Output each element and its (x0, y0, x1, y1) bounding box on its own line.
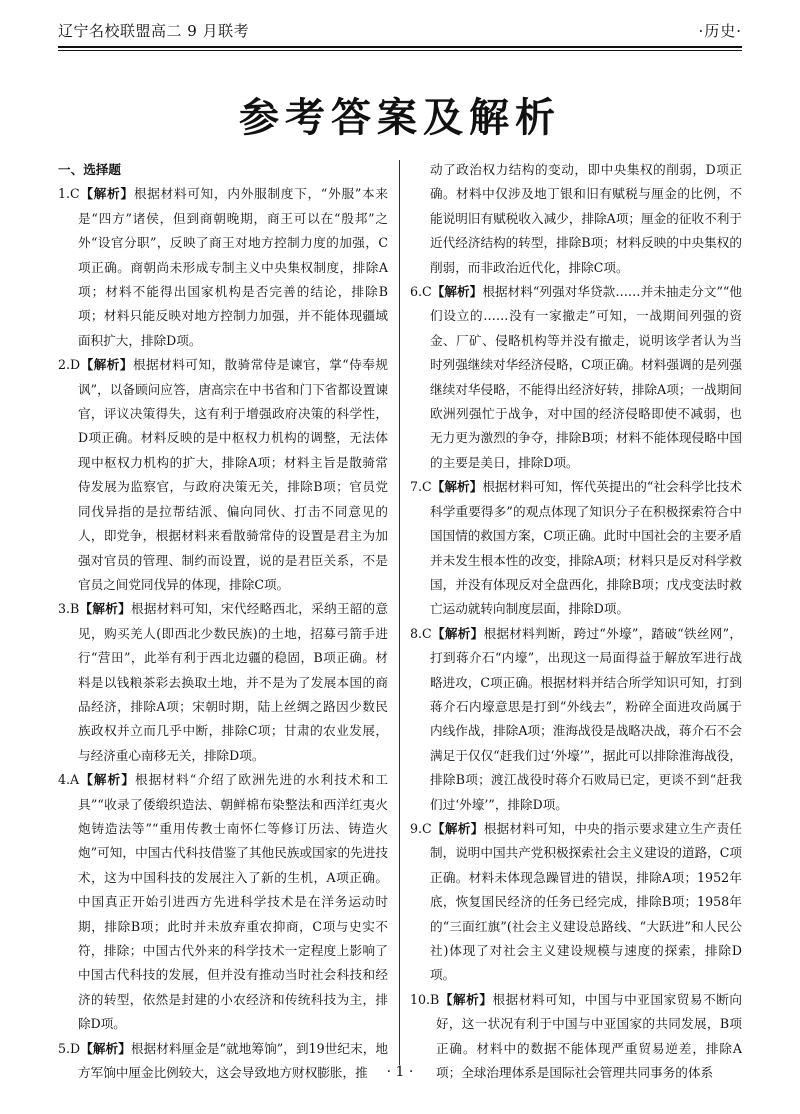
column-divider (399, 160, 400, 1065)
answer-number: 6.C (410, 284, 432, 300)
answer-number: 5.D (58, 1040, 81, 1056)
header-rule-thick (58, 46, 742, 48)
answer-7 (410, 475, 742, 621)
answer-text: 根据材料厘金是“就地筹饷”，到19世纪末，地方军饷中厘金比例较大，这会导致地方财权膨胀，推 (78, 1040, 389, 1081)
answer-3 (58, 597, 388, 768)
answer-text: 根据材料判断，跨过“外壕”，踏破“铁丝网”，打到蒋介石“内壕”，出现这一局面得益于解放军进行战略进攻，C项正确。根据材料并结合所学知识可知，打到蒋介石内壕意思是打到“外线去”，粉碎全面进攻尚属于内线作战，排除A项；淮海战役是战略决战，蒋介石不会满足于仅仅“赶我们过‘外壕’”，据此可以排除淮海战役，排除B项；渡江战役时蒋介石败局已定，更谈不到“赶我们过‘外壕’”，排除D项。 (430, 625, 742, 812)
analysis-tag: 【解析】 (431, 625, 484, 641)
answer-text: 根据材料可知，中央的指示要求建立生产责任制，说明中国共产党积极探索社会主义建设的道路，C项正确。材料未体现急躁冒进的错误，排除A项；1952年底，恢复国民经济的任务已经完成，排除B项；1958年的“三面红旗”(社会主义建设总路线、“大跃进”和人民公社)体现了对社会主义建设规模与速度的探索，排除D项。 (430, 820, 743, 983)
header-rule-thin (58, 50, 742, 51)
answer-text: 根据材料“介绍了欧洲先进的水利技术和工具”“收录了倭缎织造法、朝鲜棉布染整法和西洋红夷火炮铸造法等”“重用传教士南怀仁等修订历法、铸造火炮”可知，中国古代科技借鉴了其他民族或国家的先进技术，这为中国科技的发展注入了新的生机，A项正确。中国真正开始引进西方先进科学技术是在洋务运动时期，排除B项；此时并未放弃重农抑商，C项与史实不符，排除；中国古代外来的科学技术一定程度上影响了中国古代科技的发展，但并没有推动当时社会科技和经济的转型，依然是封建的小农经济和传统科技为主，排除D项。 (78, 772, 388, 1032)
analysis-tag: 【解析】 (79, 772, 136, 788)
section-title: 一、选择题 (58, 162, 121, 177)
answer-number: 3.B (58, 601, 80, 617)
analysis-tag: 【解析】 (431, 284, 483, 300)
analysis-tag: 【解析】 (431, 820, 484, 836)
analysis-tag: 【解析】 (79, 186, 134, 202)
answer-8 (410, 622, 742, 817)
answer-text: 根据材料可知，散骑常侍是谏官，掌“侍奉规讽”，以备顾问应答，唐高宗在中书省和门下省都设置谏官，评议决策得失，这有利于增强政府决策的科学性，D项正确。材料反映的是中枢权力机构的调整，无法体现中枢权力机构的扩大，排除A项；材料主旨是散骑常侍发展为监察官，与政府决策无关，排除B项；官员党同伐异指的是拉帮结派、偏向同伙、打击不同意见的人，即党争，根据材料来看散骑常侍的设置是君主为加强对官员的管理、制约而设置，说的是君臣关系，不是官员之间党同伐异的体现，排除C项。 (78, 357, 388, 592)
answer-number: 9.C (410, 820, 432, 836)
answer-number: 10.B (410, 991, 440, 1007)
answer-5-continued: 动了政治权力结构的变动，即中央集权的削弱，D项正确。材料中仅涉及地丁银和旧有赋税与厘金的比例，不能说明旧有赋税收入减少，排除A项；厘金的征收不利于近代经济结构的转型，排除B项；材料反映的中央集权的削弱，而非政治近代化，排除C项。 (430, 162, 742, 275)
answer-2 (58, 353, 388, 597)
answer-text: 根据材料可知，中国与中亚国家贸易不断向好，这一状况有利于中国与中亚国家的共同发展，B项正确。材料中的数据不能体现严重贸易逆差，排除A项；全球治理体系是国际社会管理共同事务的体系 (436, 991, 743, 1081)
answer-4 (58, 768, 388, 1036)
answer-text: 根据材料可知，恽代英提出的“社会科学比技术科学重要得多”的观点体现了知识分子在积极探索符合中国国情的救国方案，C项正确。此时中国社会的主要矛盾并未发生根本性的改变，排除A项；材料只是反对科学救国，并没有体现反对全盘西化，排除B项；戊戌变法时救亡运动就转向制度层面，排除D项。 (430, 479, 742, 617)
answer-number: 2.D (58, 357, 81, 373)
analysis-tag: 【解析】 (79, 601, 132, 617)
page-number: · 1 · (386, 1064, 414, 1080)
answer-text: 根据材料可知，内外服制度下，“外服”本来是“四方”诸侯，但到商朝晚期，商王可以在“殷邦”之外“设官分职”，反映了商王对地方控制力度的加强，C项正确。商朝尚未形成专制主义中央集权制度，排除A项；材料不能得出国家机构是否完善的结论，排除B项；材料只能反映对地方控制力加强，并不能体现疆域面积扩大，排除D项。 (78, 186, 388, 348)
answer-number: 1.C (58, 186, 80, 202)
page-header (58, 14, 742, 46)
analysis-tag: 【解析】 (80, 1040, 131, 1056)
left-column (58, 158, 388, 1085)
analysis-tag: 【解析】 (80, 357, 133, 373)
answer-9 (410, 817, 742, 988)
answer-text: 根据材料可知，宋代经略西北，采纳王韶的意见，购买羌人(即西北少数民族)的土地，招募弓箭手进行“营田”，此举有利于西北边疆的稳固，B项正确。材料是以钱粮茶彩去换取土地，并不是为了发展本国的商品经济，排除A项；宋朝时期，陆上丝绸之路因少数民族政权并立而几乎中断，排除C项；甘肃的农业发展，与经济重心南移无关，排除D项。 (78, 601, 389, 763)
answer-number: 7.C (410, 479, 432, 495)
right-column (410, 158, 742, 1085)
page-title: 参考答案及解析 (239, 95, 561, 141)
answer-text: 根据材料“列强对华贷款……并未抽走分文”“他们设立的……没有一家撤走”可知，一战期间列强的资金、厂矿、侵略机构等并没有撤走，说明该学者认为当时列强继续对华经济侵略，C项正确。材料强调的是列强继续对华侵略，不能得出经济好转，排除A项；一战期间欧洲列强忙于战争，对中国的经济侵略即使不减弱，也无力更为激烈的争夺，排除B项；材料不能体现侵略中国的主要是美日，排除D项。 (430, 284, 743, 470)
subject-label: ·历史· (698, 21, 742, 40)
answer-1 (58, 182, 388, 353)
answer-number: 8.C (410, 625, 432, 641)
analysis-tag: 【解析】 (439, 991, 493, 1007)
answer-number: 4.A (58, 772, 80, 788)
answer-6 (410, 280, 742, 475)
analysis-tag: 【解析】 (431, 479, 483, 495)
exam-name: 辽宁名校联盟高二 9 月联考 (58, 21, 250, 40)
